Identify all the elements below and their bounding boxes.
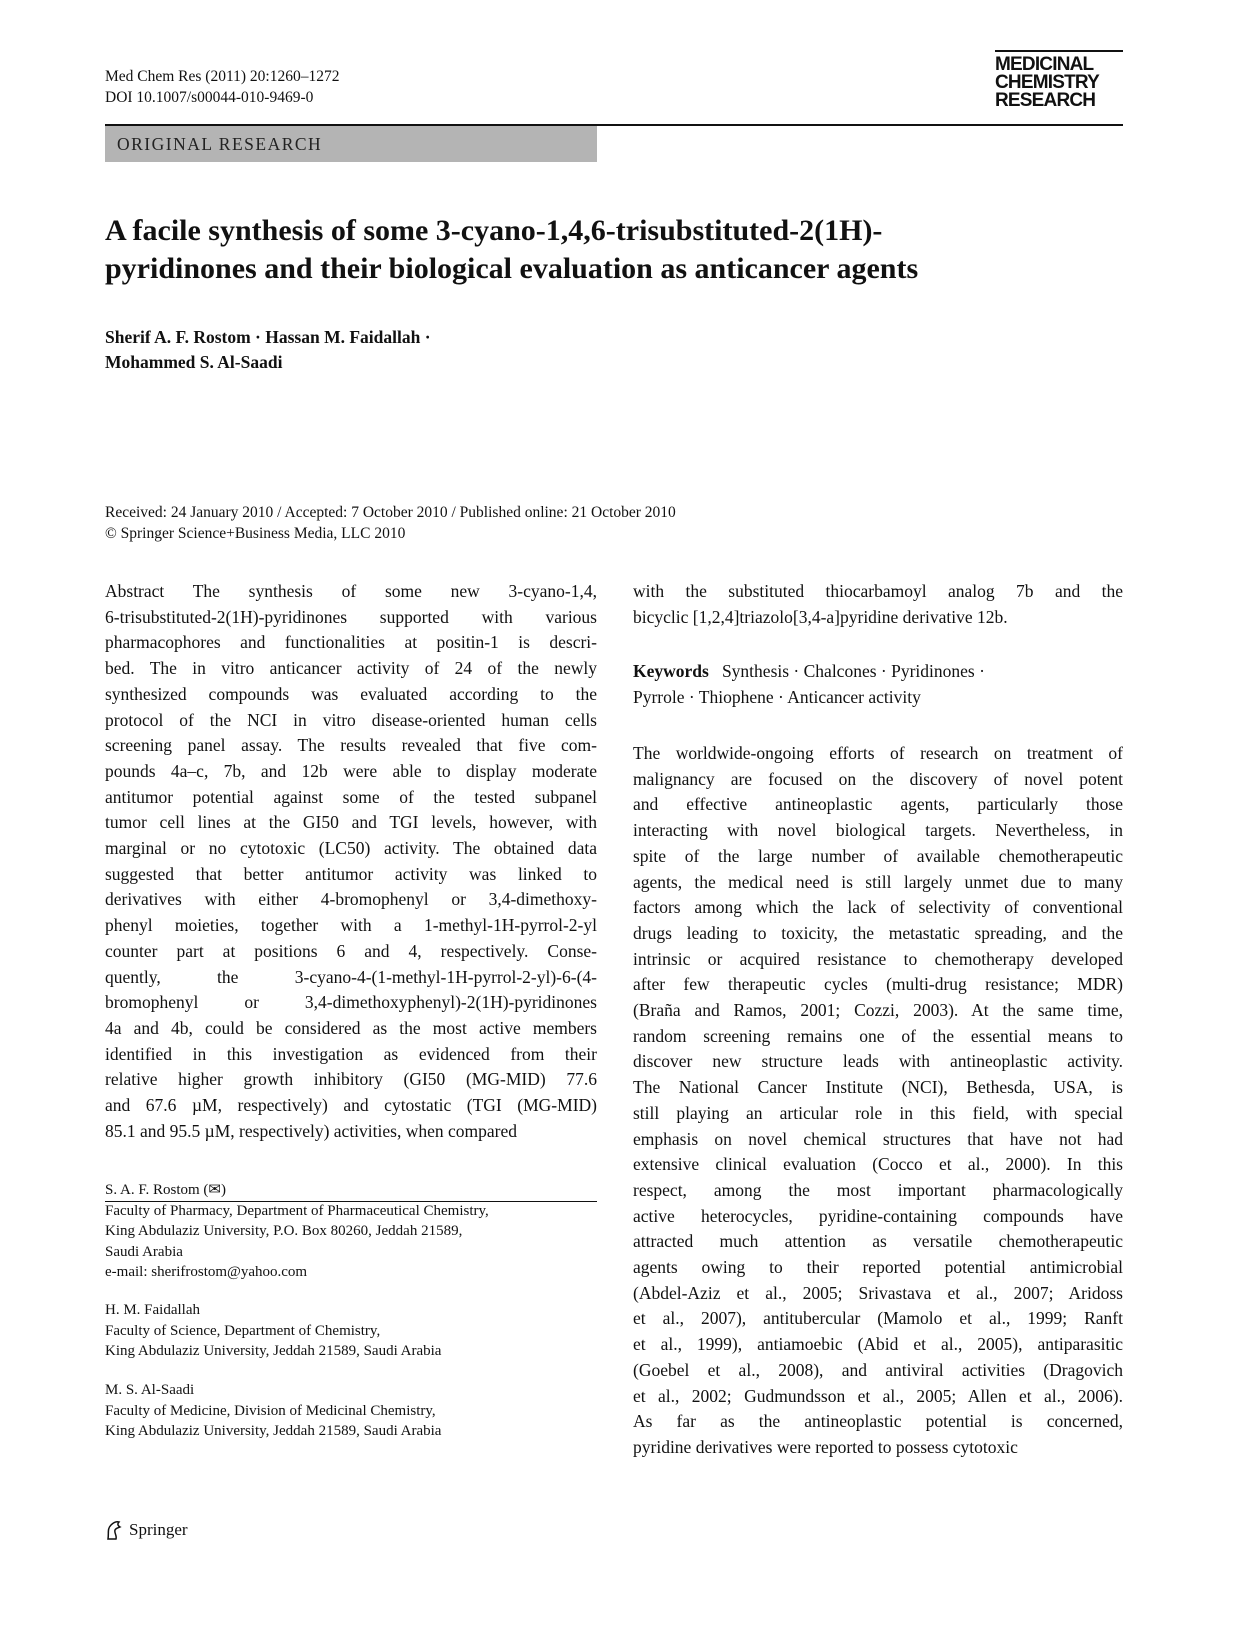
article-title (105, 212, 1115, 288)
keywords-line: Synthesis · Chalcones · Pyridinones · (721, 661, 985, 681)
abstract-line: and 67.6 µM, respectively) and cytostatic (TGI (MG-MID) (105, 1095, 597, 1116)
intro-line: respect, among the most important pharmacologically (633, 1179, 1123, 1200)
abstract-continued (633, 579, 1123, 630)
abstract-line: pounds 4a–c, 7b, and 12b were able to display moderate (105, 760, 597, 781)
abstract-line: tumor cell lines at the GI50 and TGI levels, however, with (105, 812, 597, 833)
logo-line: MEDICINAL (995, 54, 1094, 75)
intro-line: spite of the large number of available chemotherapeutic (633, 845, 1123, 866)
logo-line: RESEARCH (995, 90, 1096, 111)
intro-line: interacting with novel biological targets. Nevertheless, in (633, 820, 1123, 841)
affiliation-line: Saudi Arabia (105, 1243, 183, 1260)
abstract-line: marginal or no cytotoxic (LC50) activity. The obtained data (105, 838, 597, 859)
abstract-line: screening panel assay. The results revealed that five com- (105, 735, 597, 756)
affiliation-author: S. A. F. Rostom (✉) (105, 1182, 226, 1198)
intro-line: extensive clinical evaluation (Cocco et al., 2000). In this (633, 1154, 1123, 1175)
affiliation-author: M. S. Al-Saadi (105, 1382, 195, 1398)
intro-line: active heterocycles, pyridine-containing compounds have (633, 1205, 1123, 1226)
intro-line: malignancy are focused on the discovery of novel potent (633, 768, 1123, 789)
history-dates: Received: 24 January 2010 / Accepted: 7 October 2010 / Published online: 21 October 2010 (105, 504, 676, 521)
abstract-line: identified in this investigation as evidenced from their (105, 1043, 597, 1064)
abstract-line: derivatives with either 4-bromophenyl or 3,4-dimethoxy- (105, 889, 597, 910)
abstract-line: 6-trisubstituted-2(1H)-pyridinones supported with various (105, 606, 597, 627)
journal-logo (995, 50, 1123, 110)
affiliation-line: King Abdulaziz University, Jeddah 21589, Saudi Arabia (105, 1343, 442, 1359)
author-list (105, 325, 431, 375)
abstract-line: bicyclic [1,2,4]triazolo[3,4-a]pyridine derivative 12b. (633, 606, 1008, 627)
intro-line: after few therapeutic cycles (multi-drug resistance; MDR) (633, 974, 1123, 995)
abstract-line: relative higher growth inhibitory (GI50 (MG-MID) 77.6 (105, 1069, 597, 1090)
abstract-line: pharmacophores and functionalities at positin-1 is descri- (105, 632, 597, 653)
abstract-line: quently, the 3-cyano-4-(1-methyl-1H-pyrrol-2-yl)-6-(4- (105, 966, 597, 987)
affiliation-line: Faculty of Pharmacy, Department of Pharmaceutical Chemistry, (105, 1202, 489, 1219)
article-type-banner: ORIGINAL RESEARCH (105, 126, 597, 162)
doi[interactable]: DOI 10.1007/s00044-010-9469-0 (105, 89, 314, 106)
title-line: pyridinones and their biological evaluation as anticancer agents (105, 252, 919, 285)
intro-line: et al., 2007), antitubercular (Mamolo et al., 1999; Ranft (633, 1308, 1123, 1329)
abstract-line: protocol of the NCI in vitro disease-oriented human cells (105, 709, 597, 730)
intro-line: The worldwide-ongoing efforts of research on treatment of (633, 743, 1123, 763)
intro-line: factors among which the lack of selectivity of conventional (633, 897, 1123, 918)
abstract-line: Abstract The synthesis of some new 3-cyano-1,4, (105, 581, 597, 601)
intro-line: As far as the antineoplastic potential is concerned, (633, 1411, 1123, 1432)
abstract-line: antitumor potential against some of the tested subpanel (105, 786, 597, 807)
journal-ref: Med Chem Res (2011) 20:1260–1272 (105, 68, 340, 85)
abstract (105, 579, 597, 1144)
logo-line: CHEMISTRY (995, 72, 1099, 93)
affiliation-line: King Abdulaziz University, Jeddah 21589, Saudi Arabia (105, 1423, 442, 1439)
intro-line: intrinsic or acquired resistance to chemotherapy developed (633, 948, 1123, 969)
intro-line: et al., 1999), antiamoebic (Abid et al., 2005), antiparasitic (633, 1334, 1123, 1355)
intro-line: pyridine derivatives were reported to possess cytotoxic (633, 1436, 1018, 1457)
abstract-line: bed. The in vitro anticancer activity of 24 of the newly (105, 658, 597, 679)
abstract-line: bromophenyl or 3,4-dimethoxyphenyl)-2(1H)-pyridinones (105, 992, 597, 1013)
intro-line: drugs leading to toxicity, the metastatic spreading, and the (633, 922, 1123, 943)
affiliation-line: King Abdulaziz University, P.O. Box 80260, Jeddah 21589, (105, 1223, 463, 1239)
authors-line: Mohammed S. Al-Saadi (105, 352, 283, 372)
keywords-line: Pyrrole · Thiophene · Anticancer activity (633, 686, 921, 707)
introduction (633, 741, 1123, 1461)
keywords (633, 659, 1123, 710)
intro-line: (Goebel et al., 2008), and antiviral activities (Dragovich (633, 1359, 1123, 1380)
intro-line: agents owing to their reported potential antimicrobial (633, 1257, 1123, 1278)
affiliation-3 (105, 1380, 597, 1442)
publisher-logo (105, 1519, 188, 1541)
abstract-line: 85.1 and 95.5 µM, respectively) activities, when compared (105, 1120, 517, 1141)
intro-line: et al., 2002; Gudmundsson et al., 2005; Allen et al., 2006). (633, 1385, 1123, 1406)
title-line: A facile synthesis of some 3-cyano-1,4,6-trisubstituted-2(1H)- (105, 214, 883, 247)
intro-line: random screening remains one of the essential means to (633, 1025, 1123, 1046)
abstract-line: synthesized compounds was evaluated according to the (105, 683, 597, 704)
journal-citation (105, 66, 340, 108)
copyright: © Springer Science+Business Media, LLC 2010 (105, 525, 406, 542)
intro-line: (Abdel-Aziz et al., 2005; Srivastava et al., 2007; Aridoss (633, 1282, 1123, 1303)
abstract-line: 4a and 4b, could be considered as the most active members (105, 1017, 597, 1038)
publication-history (105, 502, 676, 544)
abstract-line: counter part at positions 6 and 4, respectively. Conse- (105, 940, 597, 961)
authors-line: Sherif A. F. Rostom · Hassan M. Faidallah · (105, 327, 431, 347)
intro-line: attracted much attention as versatile chemotherapeutic (633, 1231, 1123, 1252)
intro-line: and effective antineoplastic agents, particularly those (633, 794, 1123, 815)
abstract-line: suggested that better antitumor activity was linked to (105, 863, 597, 884)
affiliation-line: Faculty of Science, Department of Chemistry, (105, 1322, 381, 1339)
intro-line: emphasis on novel chemical structures that have not had (633, 1128, 1123, 1149)
springer-horse-icon (105, 1519, 123, 1541)
abstract-line: phenyl moieties, together with a 1-methyl-1H-pyrrol-2-yl (105, 915, 597, 936)
affiliation-line: Faculty of Medicine, Division of Medicinal Chemistry, (105, 1402, 436, 1419)
affiliation-1 (105, 1180, 597, 1283)
intro-line: The National Cancer Institute (NCI), Bethesda, USA, is (633, 1077, 1123, 1098)
intro-line: discover new structure leads with antineoplastic activity. (633, 1051, 1123, 1072)
email-link[interactable]: e-mail: sherifrostom@yahoo.com (105, 1264, 308, 1280)
intro-line: agents, the medical need is still largely unmet due to many (633, 871, 1123, 892)
publisher-name: Springer (129, 1520, 188, 1539)
affiliation-2 (105, 1300, 597, 1362)
keywords-label: Keywords (633, 661, 709, 681)
intro-line: (Braña and Ramos, 2001; Cozzi, 2003). At the same time, (633, 1000, 1123, 1021)
intro-line: still playing an articular role in this field, with special (633, 1102, 1123, 1123)
affiliation-author: H. M. Faidallah (105, 1302, 200, 1318)
abstract-line: with the substituted thiocarbamoyl analog 7b and the (633, 581, 1123, 601)
